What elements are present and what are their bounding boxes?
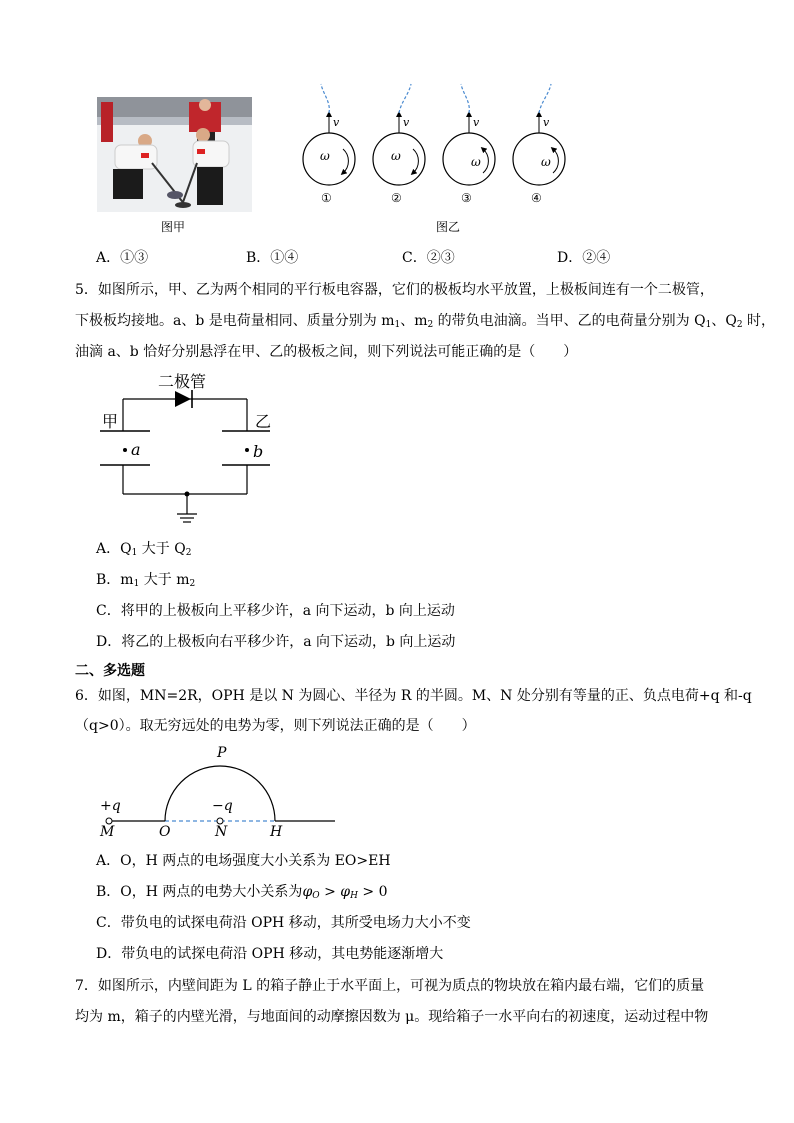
droplet-b-label: b (253, 442, 264, 461)
capacitor-yi-label: 乙 (255, 412, 272, 431)
svg-text:ω: ω (541, 155, 551, 169)
q4-option-a[interactable]: A．①③ (96, 250, 149, 266)
point-O-label: O (159, 824, 171, 840)
q4-option-d[interactable]: D．②④ (557, 250, 611, 266)
svg-text:v: v (403, 116, 410, 129)
q6-option-c[interactable]: C．带负电的试探电荷沿 OPH 移动，其所受电场力大小不变 (96, 915, 471, 931)
svg-text:ω: ω (320, 149, 330, 163)
circle-label-3: ③ (461, 191, 472, 205)
q4-option-b[interactable]: B．①④ (246, 250, 299, 266)
fig-yi-caption: 图乙 (436, 220, 461, 234)
q6-option-b[interactable]: B．O，H 两点的电势大小关系为$\varphi_O > \varphi_H > 0$ (96, 884, 388, 901)
circle-label-2: ② (391, 191, 402, 205)
charge-plus-q-label: +q (100, 798, 121, 814)
curling-photo (97, 97, 252, 212)
q5-option-b[interactable]: B．$m_1$ 大于 $m_2$ (96, 572, 196, 589)
diode-label: 二极管 (158, 372, 207, 391)
circle-label-1: ① (321, 191, 332, 205)
q5-option-d[interactable]: D．将乙的上极板向右平移少许，a 向下运动，b 向上运动 (96, 634, 456, 650)
capacitor-jia-label: 甲 (102, 412, 119, 431)
q7-stem-line2: 均为 m，箱子的内壁光滑，与地面间的动摩擦因数为 μ。现给箱子一水平向右的初速度，运动过程中物 (75, 1009, 709, 1025)
q6-option-a[interactable]: A．O，H 两点的电场强度大小关系为 EO>EH (96, 853, 391, 869)
circle-2 (373, 84, 425, 185)
q4-option-c[interactable]: C．②③ (402, 250, 455, 266)
svg-text:v: v (333, 116, 340, 129)
circle-label-4: ④ (531, 191, 542, 205)
charge-minus-q-label: −q (212, 798, 233, 814)
circle-1 (303, 84, 355, 185)
svg-text:v: v (543, 116, 550, 129)
q7-stem-line1: 7．如图所示，内壁间距为 L 的箱子静止于水平面上，可视为质点的物块放在箱内最右端，它们的质量 (75, 978, 705, 994)
q5-option-a[interactable]: A．$Q_1$ 大于 $Q_2$ (96, 541, 192, 558)
circle-3 (443, 84, 495, 185)
circle-4 (513, 84, 565, 185)
svg-text:ω: ω (391, 149, 401, 163)
fig-jia-caption: 图甲 (161, 220, 186, 234)
q5-option-c[interactable]: C．将甲的上极板向上平移少许，a 向下运动，b 向上运动 (96, 603, 455, 619)
q5-stem-line2: 下极板均接地。a、b 是电荷量相同、质量分别为 $m_1$、$m_2$ 的带负电油滴。当甲、乙的电荷量分别为 $Q_1$、$Q_2$ 时， (75, 313, 776, 330)
point-M-label: M (100, 824, 115, 840)
q5-stem-line1: 5．如图所示，甲、乙为两个相同的平行板电容器，它们的极板均水平放置，上极板间连有一个二极管， (75, 282, 714, 298)
point-P-label: P (217, 745, 227, 761)
q6-stem-line1: 6．如图，MN=2R，OPH 是以 N 为圆心、半径为 R 的半圆。M、N 处分别有等量的正、负点电荷+q 和-q (75, 688, 752, 704)
point-N-label: N (215, 824, 228, 840)
q5-stem-line3: 油滴 a、b 恰好分别悬浮在甲、乙的极板之间，则下列说法可能正确的是（ ） (75, 344, 578, 360)
svg-text:v: v (473, 116, 480, 129)
svg-text:ω: ω (471, 155, 481, 169)
point-H-label: H (270, 824, 283, 840)
section-multiple-choice-title: 二、多选题 (75, 663, 145, 679)
q6-option-d[interactable]: D．带负电的试探电荷沿 OPH 移动，其电势能逐渐增大 (96, 946, 444, 962)
q6-stem-line2: （q>0）。取无穷远处的电势为零，则下列说法正确的是（ ） (75, 718, 476, 734)
droplet-a-label: a (131, 440, 141, 459)
